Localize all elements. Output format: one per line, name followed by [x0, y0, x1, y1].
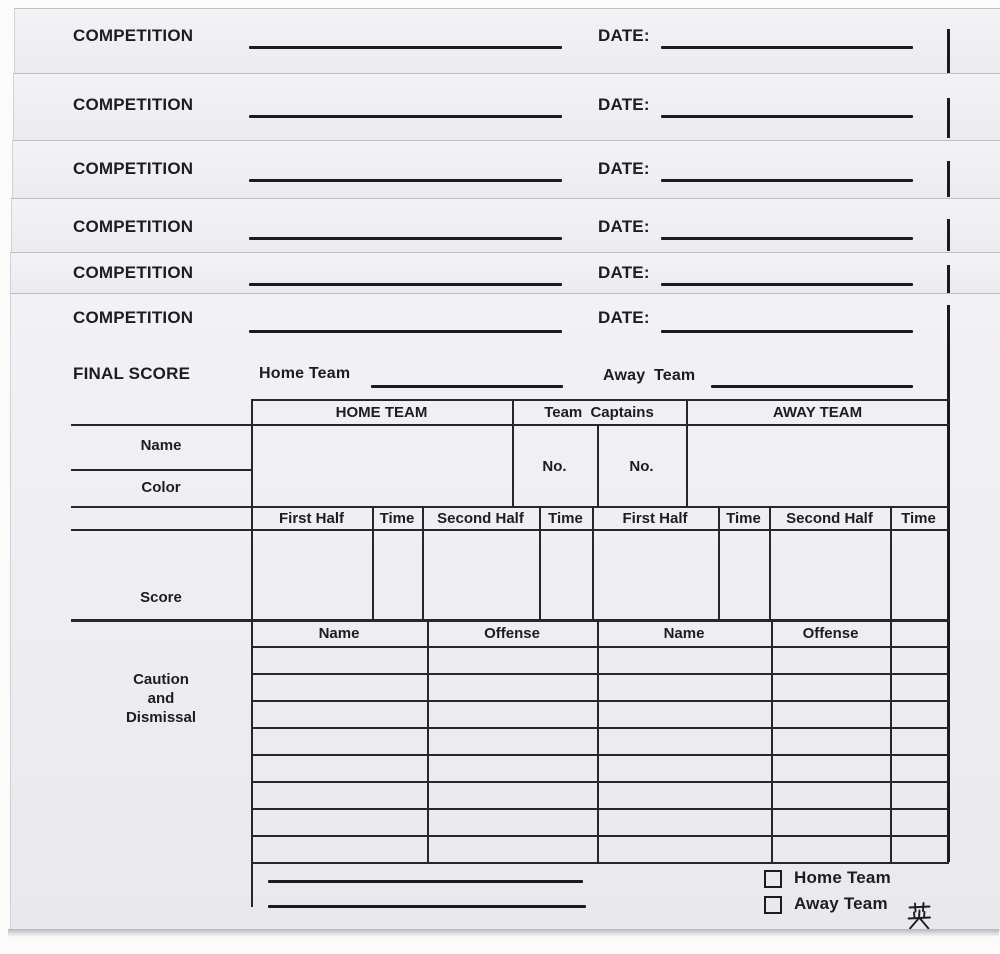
right-margin-tick [947, 265, 950, 293]
grid-line [71, 469, 251, 471]
score-col-header-first-half-home: First Half [278, 509, 344, 527]
grid-line [251, 808, 949, 810]
date-field-line [661, 237, 913, 240]
competition-label: COMPETITION [73, 159, 194, 178]
score-col-header-time-2: Time [548, 509, 583, 527]
date-label: DATE: [598, 308, 650, 327]
competition-field-line [249, 283, 562, 286]
home-team-checkbox-label: Home Team [794, 868, 891, 887]
competition-label: COMPETITION [73, 263, 194, 282]
date-field-line [661, 115, 913, 118]
color-row-label: Color [141, 478, 181, 496]
competition-label: COMPETITION [73, 95, 194, 114]
date-label: DATE: [598, 26, 650, 45]
score-col-header-first-half-away: First Half [622, 509, 688, 527]
competition-field-line [249, 330, 562, 333]
competition-label: COMPETITION [73, 308, 194, 327]
grid-line [597, 619, 599, 862]
date-field-line [661, 179, 913, 182]
competition-field-line [249, 237, 562, 240]
grid-line [71, 424, 949, 426]
name-row-label: Name [140, 436, 182, 454]
grid-line [251, 673, 949, 675]
grid-line [771, 619, 773, 862]
caution-col-header-offense-away: Offense [802, 624, 859, 642]
score-sheet [10, 293, 1000, 932]
date-label: DATE: [598, 159, 650, 178]
competition-field-line [249, 46, 562, 49]
caution-dismissal-label: Caution and Dismissal [125, 671, 197, 726]
date-label: DATE: [598, 95, 650, 114]
date-label: DATE: [598, 217, 650, 236]
team-captains-header: Team Captains [544, 403, 654, 421]
right-margin-tick [947, 219, 950, 251]
away-team-header: AWAY TEAM [772, 403, 863, 421]
score-col-header-second-half-away: Second Half [786, 509, 873, 527]
date-field-line [661, 283, 913, 286]
grid-line [251, 646, 949, 648]
date-field-line [661, 330, 913, 333]
caution-col-header-name-home: Name [318, 624, 360, 642]
right-margin-tick [947, 161, 950, 197]
competition-field-line [249, 179, 562, 182]
competition-field-line [249, 115, 562, 118]
competition-label: COMPETITION [73, 217, 194, 236]
grid-line [71, 529, 949, 531]
final-score-label: FINAL SCORE [73, 364, 191, 383]
score-col-header-time-3: Time [726, 509, 761, 527]
score-col-header-second-half-home: Second Half [437, 509, 524, 527]
date-field-line [661, 46, 913, 49]
away-team-checkbox-label: Away Team [794, 894, 888, 913]
stamp-glyph-ying [906, 902, 932, 930]
home-team-header: HOME TEAM [335, 403, 428, 421]
stacked-sheet-2 [13, 73, 1000, 141]
stacked-sheet-5 [10, 252, 1000, 294]
away-team-label: Away Team [603, 367, 696, 384]
grid-line [427, 619, 429, 862]
stacked-sheet-1 [14, 8, 1000, 74]
stacked-sheet-3 [12, 140, 1000, 199]
table-bottom-border [251, 862, 949, 864]
grid-line [251, 727, 949, 729]
right-margin-tick [947, 98, 950, 138]
table-left-border [251, 399, 253, 907]
right-margin-tick [947, 29, 950, 73]
away-team-checkbox [764, 896, 782, 914]
captain-number-home: No. [542, 457, 567, 475]
grid-line [251, 700, 949, 702]
score-col-header-time-4: Time [901, 509, 936, 527]
date-label: DATE: [598, 263, 650, 282]
home-team-checkbox [764, 870, 782, 888]
caution-col-header-name-away: Name [663, 624, 705, 642]
score-row-label: Score [140, 588, 182, 606]
grid-line [251, 835, 949, 837]
stacked-sheet-4 [11, 198, 1000, 253]
home-team-field-line [371, 385, 563, 388]
grid-line [890, 619, 892, 862]
score-col-header-time-1: Time [379, 509, 415, 527]
pad-bottom-shadow [8, 929, 999, 937]
home-team-label: Home Team [259, 365, 351, 382]
caution-col-header-offense-home: Offense [484, 624, 540, 642]
signature-line-2 [268, 905, 586, 908]
signature-line-1 [268, 880, 583, 883]
right-margin-rule [947, 305, 950, 862]
grid-line [251, 781, 949, 783]
grid-line [251, 754, 949, 756]
competition-label: COMPETITION [73, 26, 194, 45]
away-team-field-line [711, 385, 913, 388]
captain-number-away: No. [629, 457, 654, 475]
